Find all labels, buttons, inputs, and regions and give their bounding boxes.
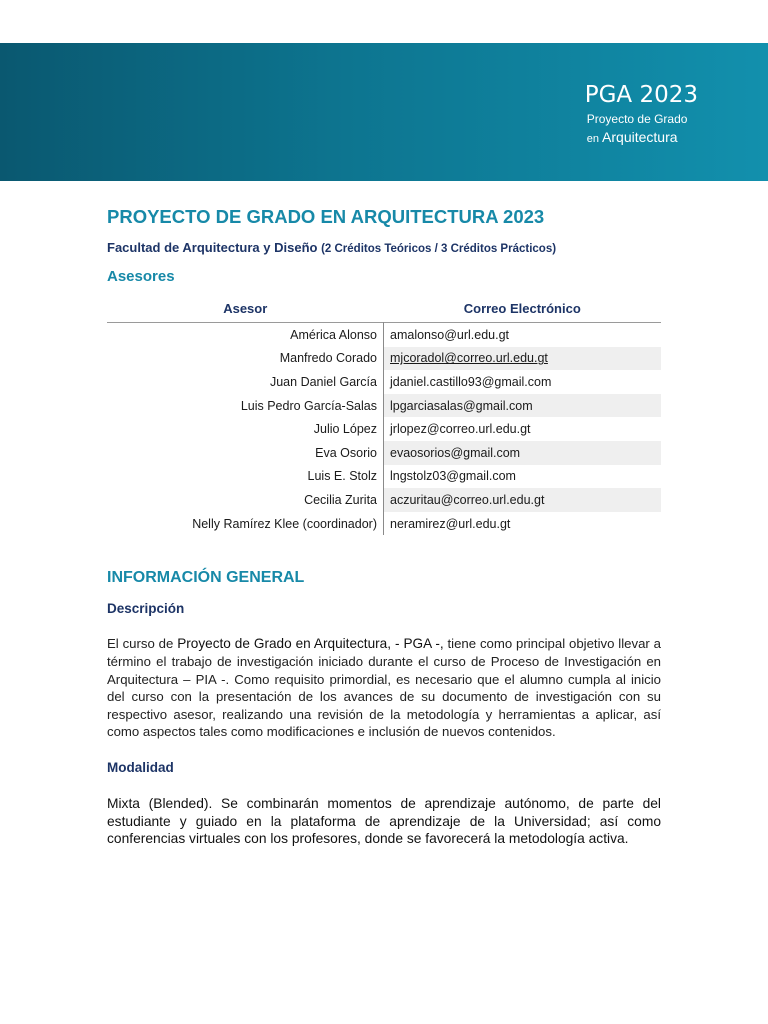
advisor-email: evaosorios@gmail.com: [384, 441, 662, 465]
header-subtitle-line1: Proyecto de Grado: [586, 112, 688, 126]
advisor-email: neramirez@url.edu.gt: [384, 512, 662, 536]
description-paragraph: [107, 635, 661, 741]
advisor-name: Eva Osorio: [315, 445, 377, 460]
advisor-name: Manfredo Corado: [279, 351, 377, 366]
modality-paragraph: Mixta (Blended). Se combinarán momentos de aprendizaje autónomo, de parte del estudiante y guiado en la plataforma de aprendizaje de la Universidad; así como conferencias virtuales con los profesores, donde se favorecerá la metodología activa.: [107, 795, 661, 847]
advisor-name: Julio López: [313, 422, 377, 437]
header-banner: [0, 43, 768, 181]
column-header-asesor: Asesor: [223, 300, 268, 316]
header-title-block: [585, 81, 698, 149]
advisor-name: Cecilia Zurita: [304, 492, 377, 507]
table-row: [107, 465, 661, 489]
column-header-email: Correo Electrónico: [463, 300, 581, 316]
advisor-email: jrlopez@correo.url.edu.gt: [384, 417, 662, 441]
table-row: [107, 488, 661, 512]
description-heading: Descripción: [107, 601, 185, 617]
advisor-email-link[interactable]: mjcoradol@correo.url.edu.gt: [384, 347, 662, 371]
header-title: PGA 2023: [584, 82, 698, 108]
advisor-name: Nelly Ramírez Klee (coordinador): [192, 516, 377, 531]
modality-heading: Modalidad: [107, 759, 174, 775]
document-body: [107, 205, 661, 848]
faculty-line: [107, 239, 661, 258]
credits-info: (2 Créditos Teóricos / 3 Créditos Prácticos): [321, 243, 557, 255]
table-row: [107, 394, 661, 418]
table-row: [107, 417, 661, 441]
advisor-email: jdaniel.castillo93@gmail.com: [384, 370, 662, 394]
header-subtitle-line2: [585, 127, 698, 149]
advisor-name: Luis E. Stolz: [307, 469, 377, 484]
advisor-name: Luis Pedro García-Salas: [240, 398, 377, 413]
description-body: tiene como principal objetivo llevar a término el trabajo de investigación iniciado durante el curso de Proceso de Investigación en Arquitectura – PIA -. Como requisito primordial, es necesario que el alumno cumpla al inicio del curso con la presentación de los avances de su documento de investigación con su respectivo asesor, realizando una revisión de la metodología y herramientas a aplicar, así como aspectos tales como modificaciones e inclusión de nuevos contenidos.: [107, 636, 661, 740]
table-row: [107, 323, 661, 347]
table-row: [107, 512, 661, 536]
table-row: [107, 347, 661, 371]
advisor-email: amalonso@url.edu.gt: [384, 323, 662, 347]
description-lead: El curso de: [107, 636, 174, 652]
header-subtitle-main: Arquitectura: [602, 129, 678, 145]
faculty-name: Facultad de Arquitectura y Diseño: [107, 240, 318, 255]
advisor-name: Juan Daniel García: [269, 374, 377, 389]
advisors-heading: Asesores: [107, 268, 175, 285]
document-title: PROYECTO DE GRADO EN ARQUITECTURA 2023: [107, 206, 545, 227]
advisor-email: lngstolz03@gmail.com: [384, 465, 662, 489]
advisor-name: América Alonso: [290, 327, 377, 342]
advisors-table-header: [107, 294, 661, 323]
advisor-email: lpgarciasalas@gmail.com: [384, 394, 662, 418]
description-course-name: Proyecto de Grado en Arquitectura, - PGA -,: [177, 636, 444, 652]
advisors-table: [107, 294, 661, 535]
table-row: [107, 370, 661, 394]
general-info-heading: INFORMACIÓN GENERAL: [107, 569, 305, 587]
header-subtitle-prefix: en: [586, 133, 599, 145]
table-row: [107, 441, 661, 465]
advisor-email: aczuritau@correo.url.edu.gt: [384, 488, 662, 512]
